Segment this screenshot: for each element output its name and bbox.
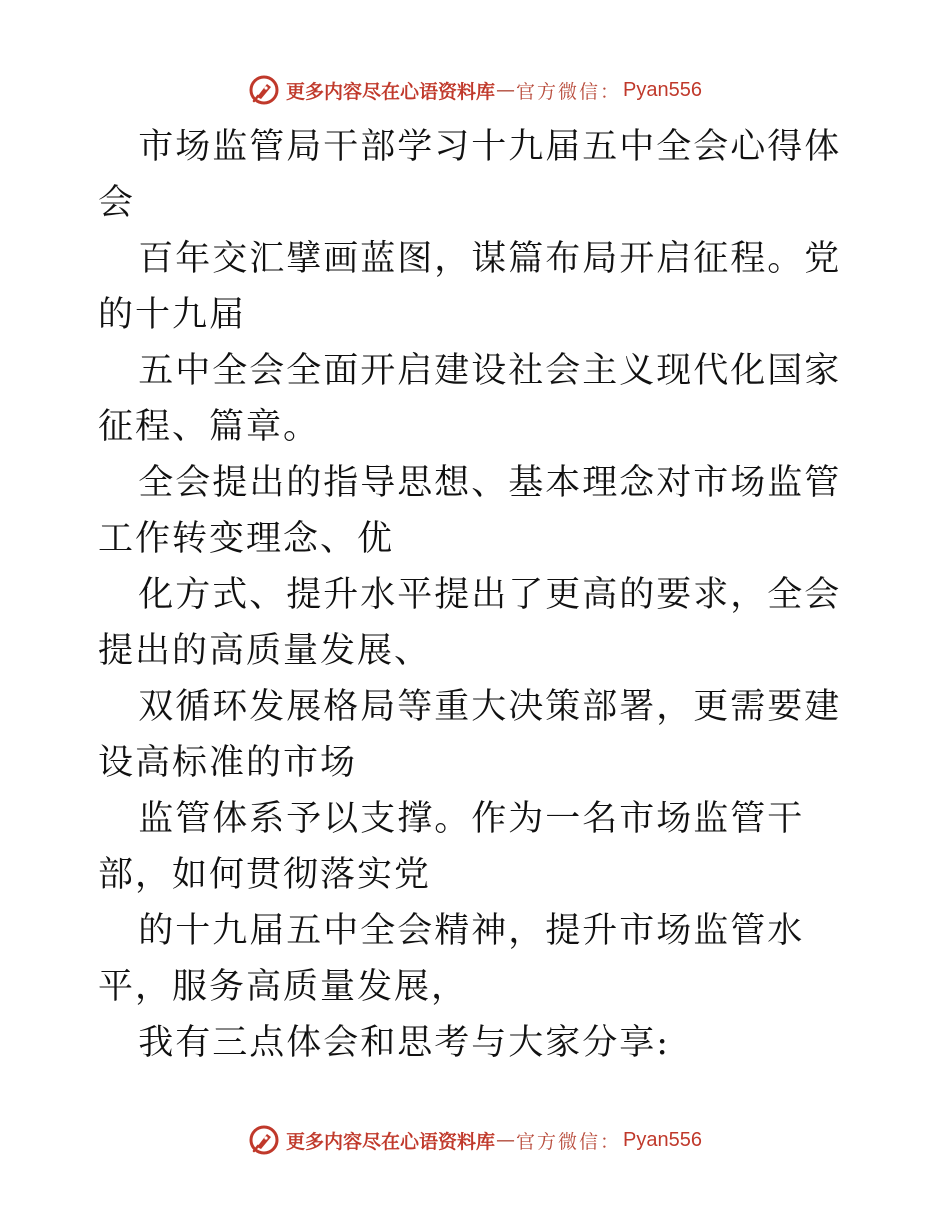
header-banner bbox=[0, 70, 950, 110]
brand-name: 更多内容尽在心语资料库 bbox=[286, 80, 496, 103]
separator-dash: — bbox=[496, 1129, 516, 1151]
paragraph-line: 全会提出的指导思想、基本理念对市场监管工作转变理念、优 bbox=[98, 463, 842, 559]
brand-name: 更多内容尽在心语资料库 bbox=[286, 1130, 496, 1153]
official-wechat-label: 官方微信： bbox=[516, 80, 622, 103]
separator-dash: — bbox=[496, 79, 516, 101]
paragraph-line: 双循环发展格局等重大决策部署，更需要建设高标准的市场 bbox=[98, 687, 842, 783]
official-wechat-label: 官方微信： bbox=[516, 1130, 622, 1153]
pen-nib-logo-icon bbox=[248, 74, 280, 106]
paragraph-line: 五中全会全面开启建设社会主义现代化国家征程、篇章。 bbox=[98, 351, 842, 447]
paragraph-line: 的十九届五中全会精神，提升市场监管水平，服务高质量发展， bbox=[98, 911, 805, 1007]
document-body bbox=[98, 119, 858, 1071]
pen-nib-logo-icon bbox=[248, 1124, 280, 1156]
paragraph-line: 监管体系予以支撑。作为一名市场监管干部，如何贯彻落实党 bbox=[98, 799, 805, 895]
wechat-id: Pyan556 bbox=[623, 1128, 702, 1151]
footer-banner bbox=[0, 1120, 950, 1160]
paragraph-line: 我有三点体会和思考与大家分享: bbox=[138, 1023, 671, 1063]
document-title: 市场监管局干部学习十九届五中全会心得体会 bbox=[98, 127, 842, 223]
wechat-id: Pyan556 bbox=[623, 78, 702, 101]
paragraph-line: 百年交汇擘画蓝图，谋篇布局开启征程。党的十九届 bbox=[98, 239, 842, 335]
paragraph-line: 化方式、提升水平提出了更高的要求，全会提出的高质量发展、 bbox=[98, 575, 842, 671]
